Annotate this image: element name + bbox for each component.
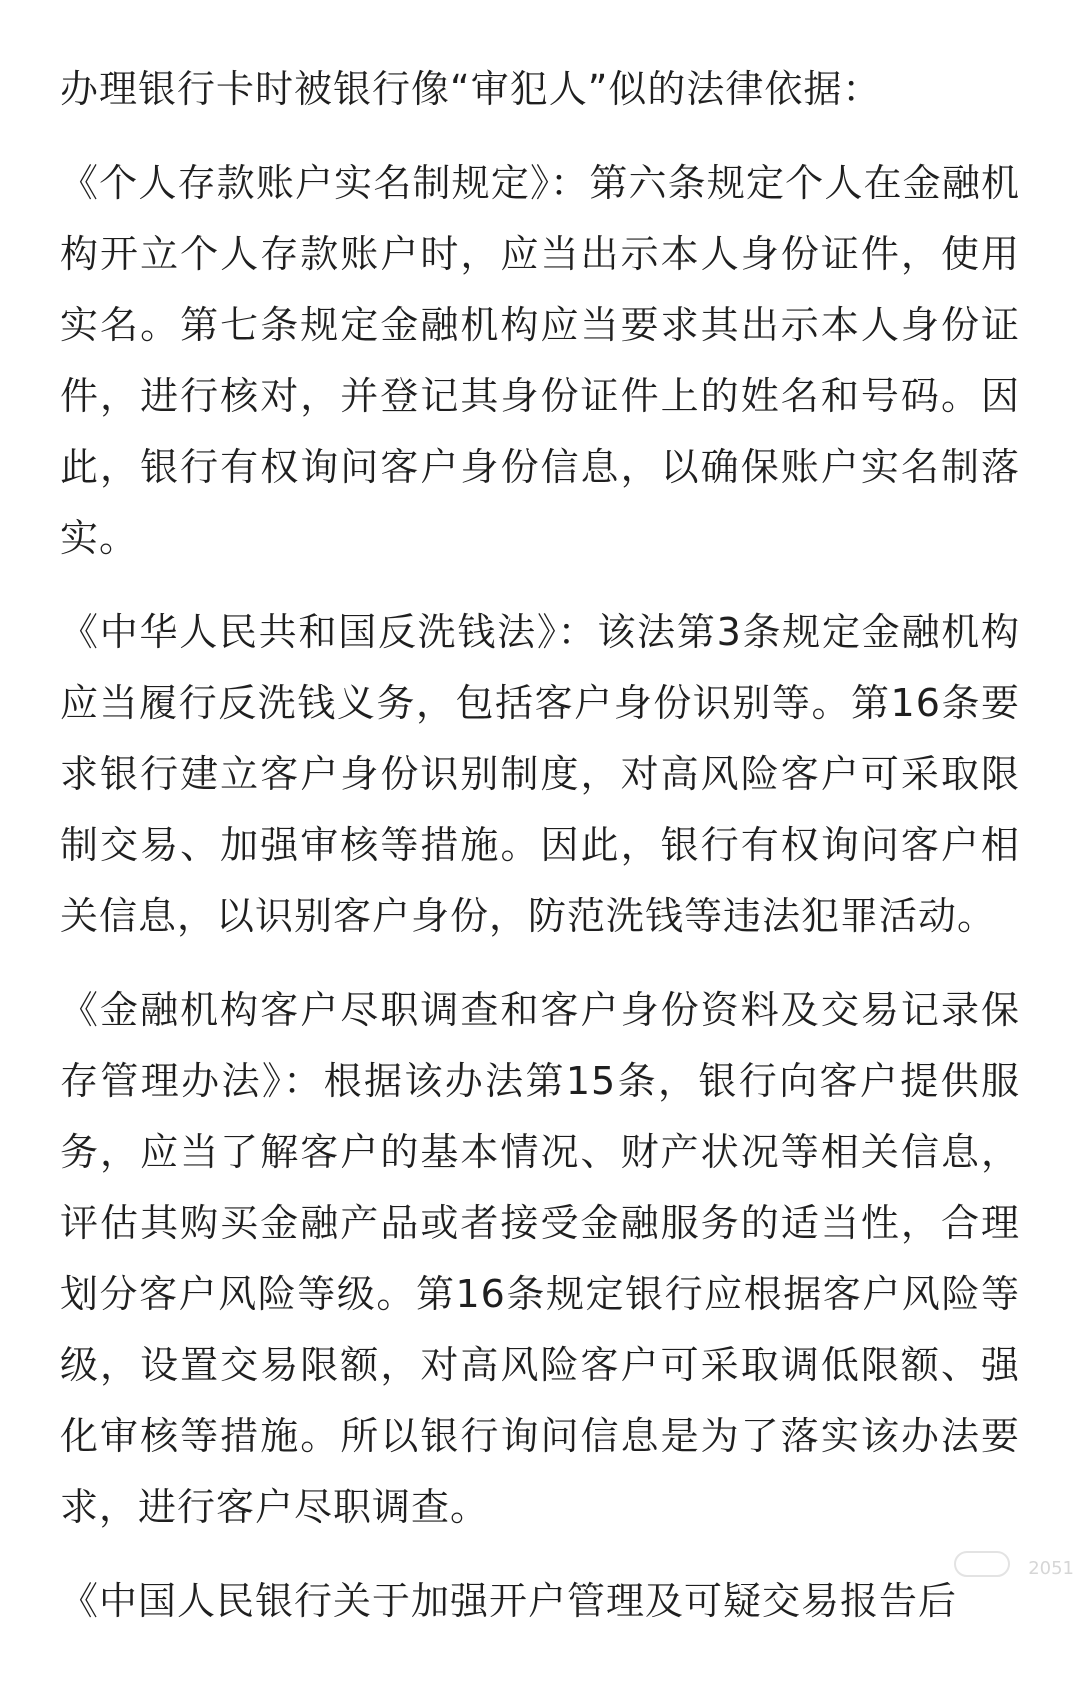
- article-body: [60, 54, 1020, 1660]
- watermark-text: 2051: [1028, 1558, 1074, 1579]
- paragraph-deposit-account-rules: 《个人存款账户实名制规定》：第六条规定个人在金融机构开立个人存款账户时，应当出示本人身份证件，使用实名。第七条规定金融机构应当要求其出示本人身份证件，进行核对，并登记其身份证件上的姓名和号码。因此，银行有权询问客户身份信息，以确保账户实名制落实。: [60, 161, 1020, 560]
- article-heading: 办理银行卡时被银行像“审犯人”似的法律依据：: [60, 67, 882, 111]
- watermark: [940, 1549, 1080, 1579]
- paragraph-pboc-notice-partial: 《中国人民银行关于加强开户管理及可疑交易报告后: [60, 1579, 958, 1623]
- paragraph-due-diligence-rules: 《金融机构客户尽职调查和客户身份资料及交易记录保存管理办法》：根据该办法第15条，银行向客户提供服务，应当了解客户的基本情况、财产状况等相关信息，评估其购买金融产品或者接受金融服务的适当性，合理划分客户风险等级。第16条规定银行应根据客户风险等级，设置交易限额，对高风险客户可采取调低限额、强化审核等措施。所以银行询问信息是为了落实该办法要求，进行客户尽职调查。: [60, 988, 1020, 1529]
- paragraph-anti-money-laundering-law: 《中华人民共和国反洗钱法》：该法第3条规定金融机构应当履行反洗钱义务，包括客户身份识别等。第16条要求银行建立客户身份识别制度，对高风险客户可采取限制交易、加强审核等措施。因此，银行有权询问客户相关信息，以识别客户身份，防范洗钱等违法犯罪活动。: [60, 610, 1020, 938]
- watermark-logo-icon: [954, 1551, 1010, 1577]
